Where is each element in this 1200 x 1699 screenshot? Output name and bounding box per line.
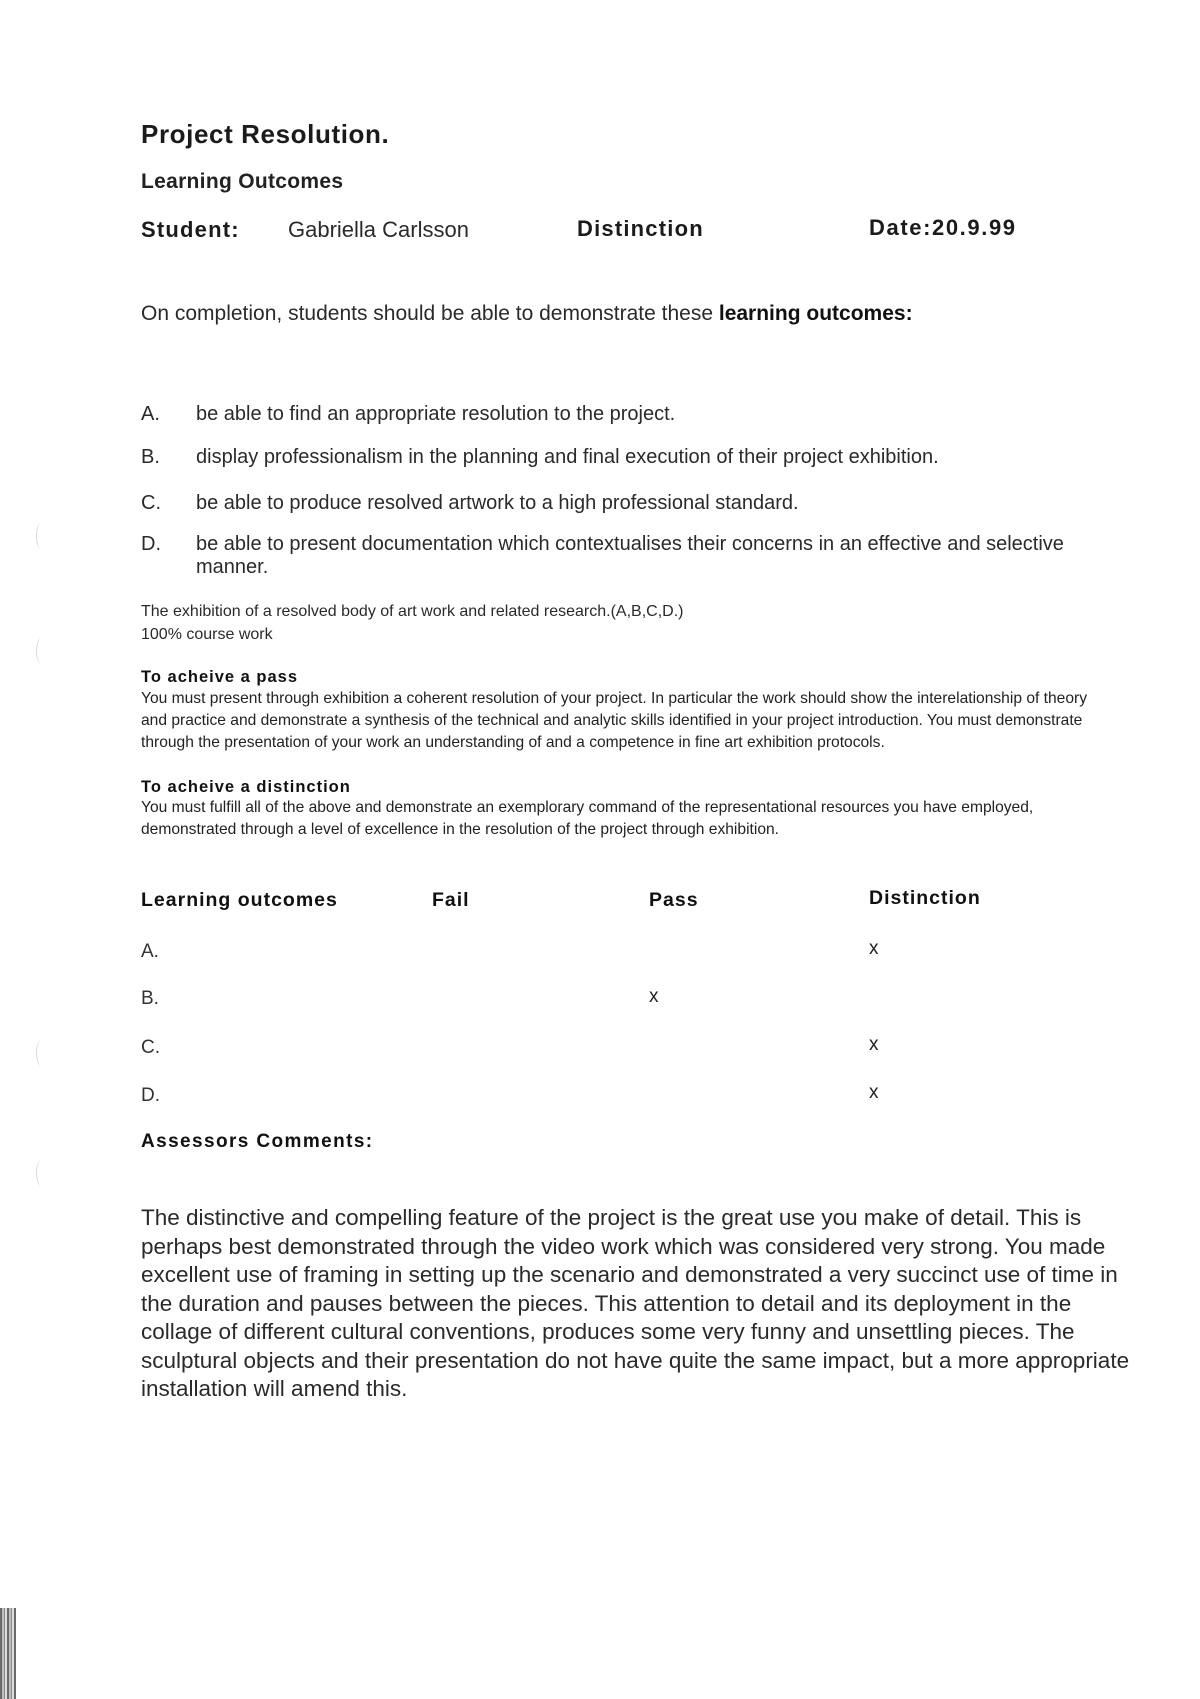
- outcome-text: display professionalism in the planning and final execution of their project exhibition.: [196, 446, 939, 468]
- distinction-mark: x: [869, 938, 879, 959]
- distinction-text: You must fulfill all of the above and demonstrate an exemplorary command of the representational resources you have employed, demonstrated through a level of excellence in the resolution of the project through exhibition.: [141, 799, 1034, 838]
- coursework-line: 100% course work: [141, 626, 273, 643]
- table-header-fail: Fail: [432, 889, 470, 911]
- scan-hole-mark: [36, 1160, 47, 1186]
- table-row-letter: C.: [141, 1037, 160, 1058]
- outcome-letter: C.: [141, 492, 161, 514]
- scan-edge-strip: [0, 1608, 16, 1699]
- assessors-comments-text: The distinctive and compelling feature of the project is the great use you make of detail. This is perhaps best demonstrated through the video work which was considered very strong. You made excellent use of framing in setting up the scenario and demonstrated a very succinct use of time in the duration and pauses between the pieces. This attention to detail and its deployment in the collage of different cultural conventions, produces some very funny and unsettling pieces. The sculptural objects and their presentation do not have quite the same impact, but a more appropriate installation will amend this.: [141, 1205, 1130, 1401]
- pass-text: You must present through exhibition a coherent resolution of your project. In particular the work should show the interelationship of theory and practice and demonstrate a synthesis of the technical and analytic skills identified in your project introduction. You must demonstrate through the presentation of your work an understanding of and a competence in fine art exhibition protocols.: [141, 690, 1087, 751]
- overall-grade: Distinction: [577, 216, 704, 241]
- distinction-mark: x: [869, 1082, 879, 1103]
- student-label: Student:: [141, 217, 240, 242]
- table-row-letter: B.: [141, 988, 159, 1009]
- pass-mark: x: [649, 986, 659, 1007]
- intro-suffix: :: [905, 302, 913, 325]
- outcome-text: be able to present documentation which contextualises their concerns in an effective and selective manner.: [196, 533, 1064, 578]
- assessors-comments-label: Assessors Comments:: [141, 1131, 374, 1152]
- intro-bold: learning outcomes: [718, 302, 906, 325]
- exhibition-line: The exhibition of a resolved body of art work and related research.(A,B,C,D.): [141, 603, 684, 620]
- intro-sentence: [141, 302, 913, 326]
- outcome-letter: A.: [141, 403, 160, 425]
- outcome-letter: D.: [141, 533, 161, 555]
- scan-hole-mark: [36, 523, 47, 549]
- table-row-letter: A.: [141, 941, 159, 962]
- scan-hole-mark: [36, 1040, 47, 1066]
- scan-hole-mark: [36, 638, 47, 664]
- distinction-mark: x: [869, 1034, 879, 1055]
- assessment-date: Date:20.9.99: [869, 215, 1017, 240]
- table-row-letter: D.: [141, 1085, 160, 1106]
- student-name: Gabriella Carlsson: [288, 217, 469, 242]
- table-header-distinction: Distinction: [869, 887, 981, 909]
- pass-heading: To acheive a pass: [141, 668, 299, 686]
- table-header-pass: Pass: [649, 889, 699, 911]
- table-header-outcomes: Learning outcomes: [141, 889, 338, 911]
- intro-prefix: On completion, students should be able to demonstrate these: [141, 302, 719, 325]
- page-title: Project Resolution.: [141, 119, 390, 149]
- outcome-text: be able to produce resolved artwork to a high professional standard.: [196, 492, 799, 514]
- outcome-letter: B.: [141, 446, 160, 468]
- outcome-text: be able to find an appropriate resolution to the project.: [196, 403, 676, 425]
- distinction-heading: To acheive a distinction: [141, 778, 351, 796]
- page-subtitle: Learning Outcomes: [141, 170, 344, 193]
